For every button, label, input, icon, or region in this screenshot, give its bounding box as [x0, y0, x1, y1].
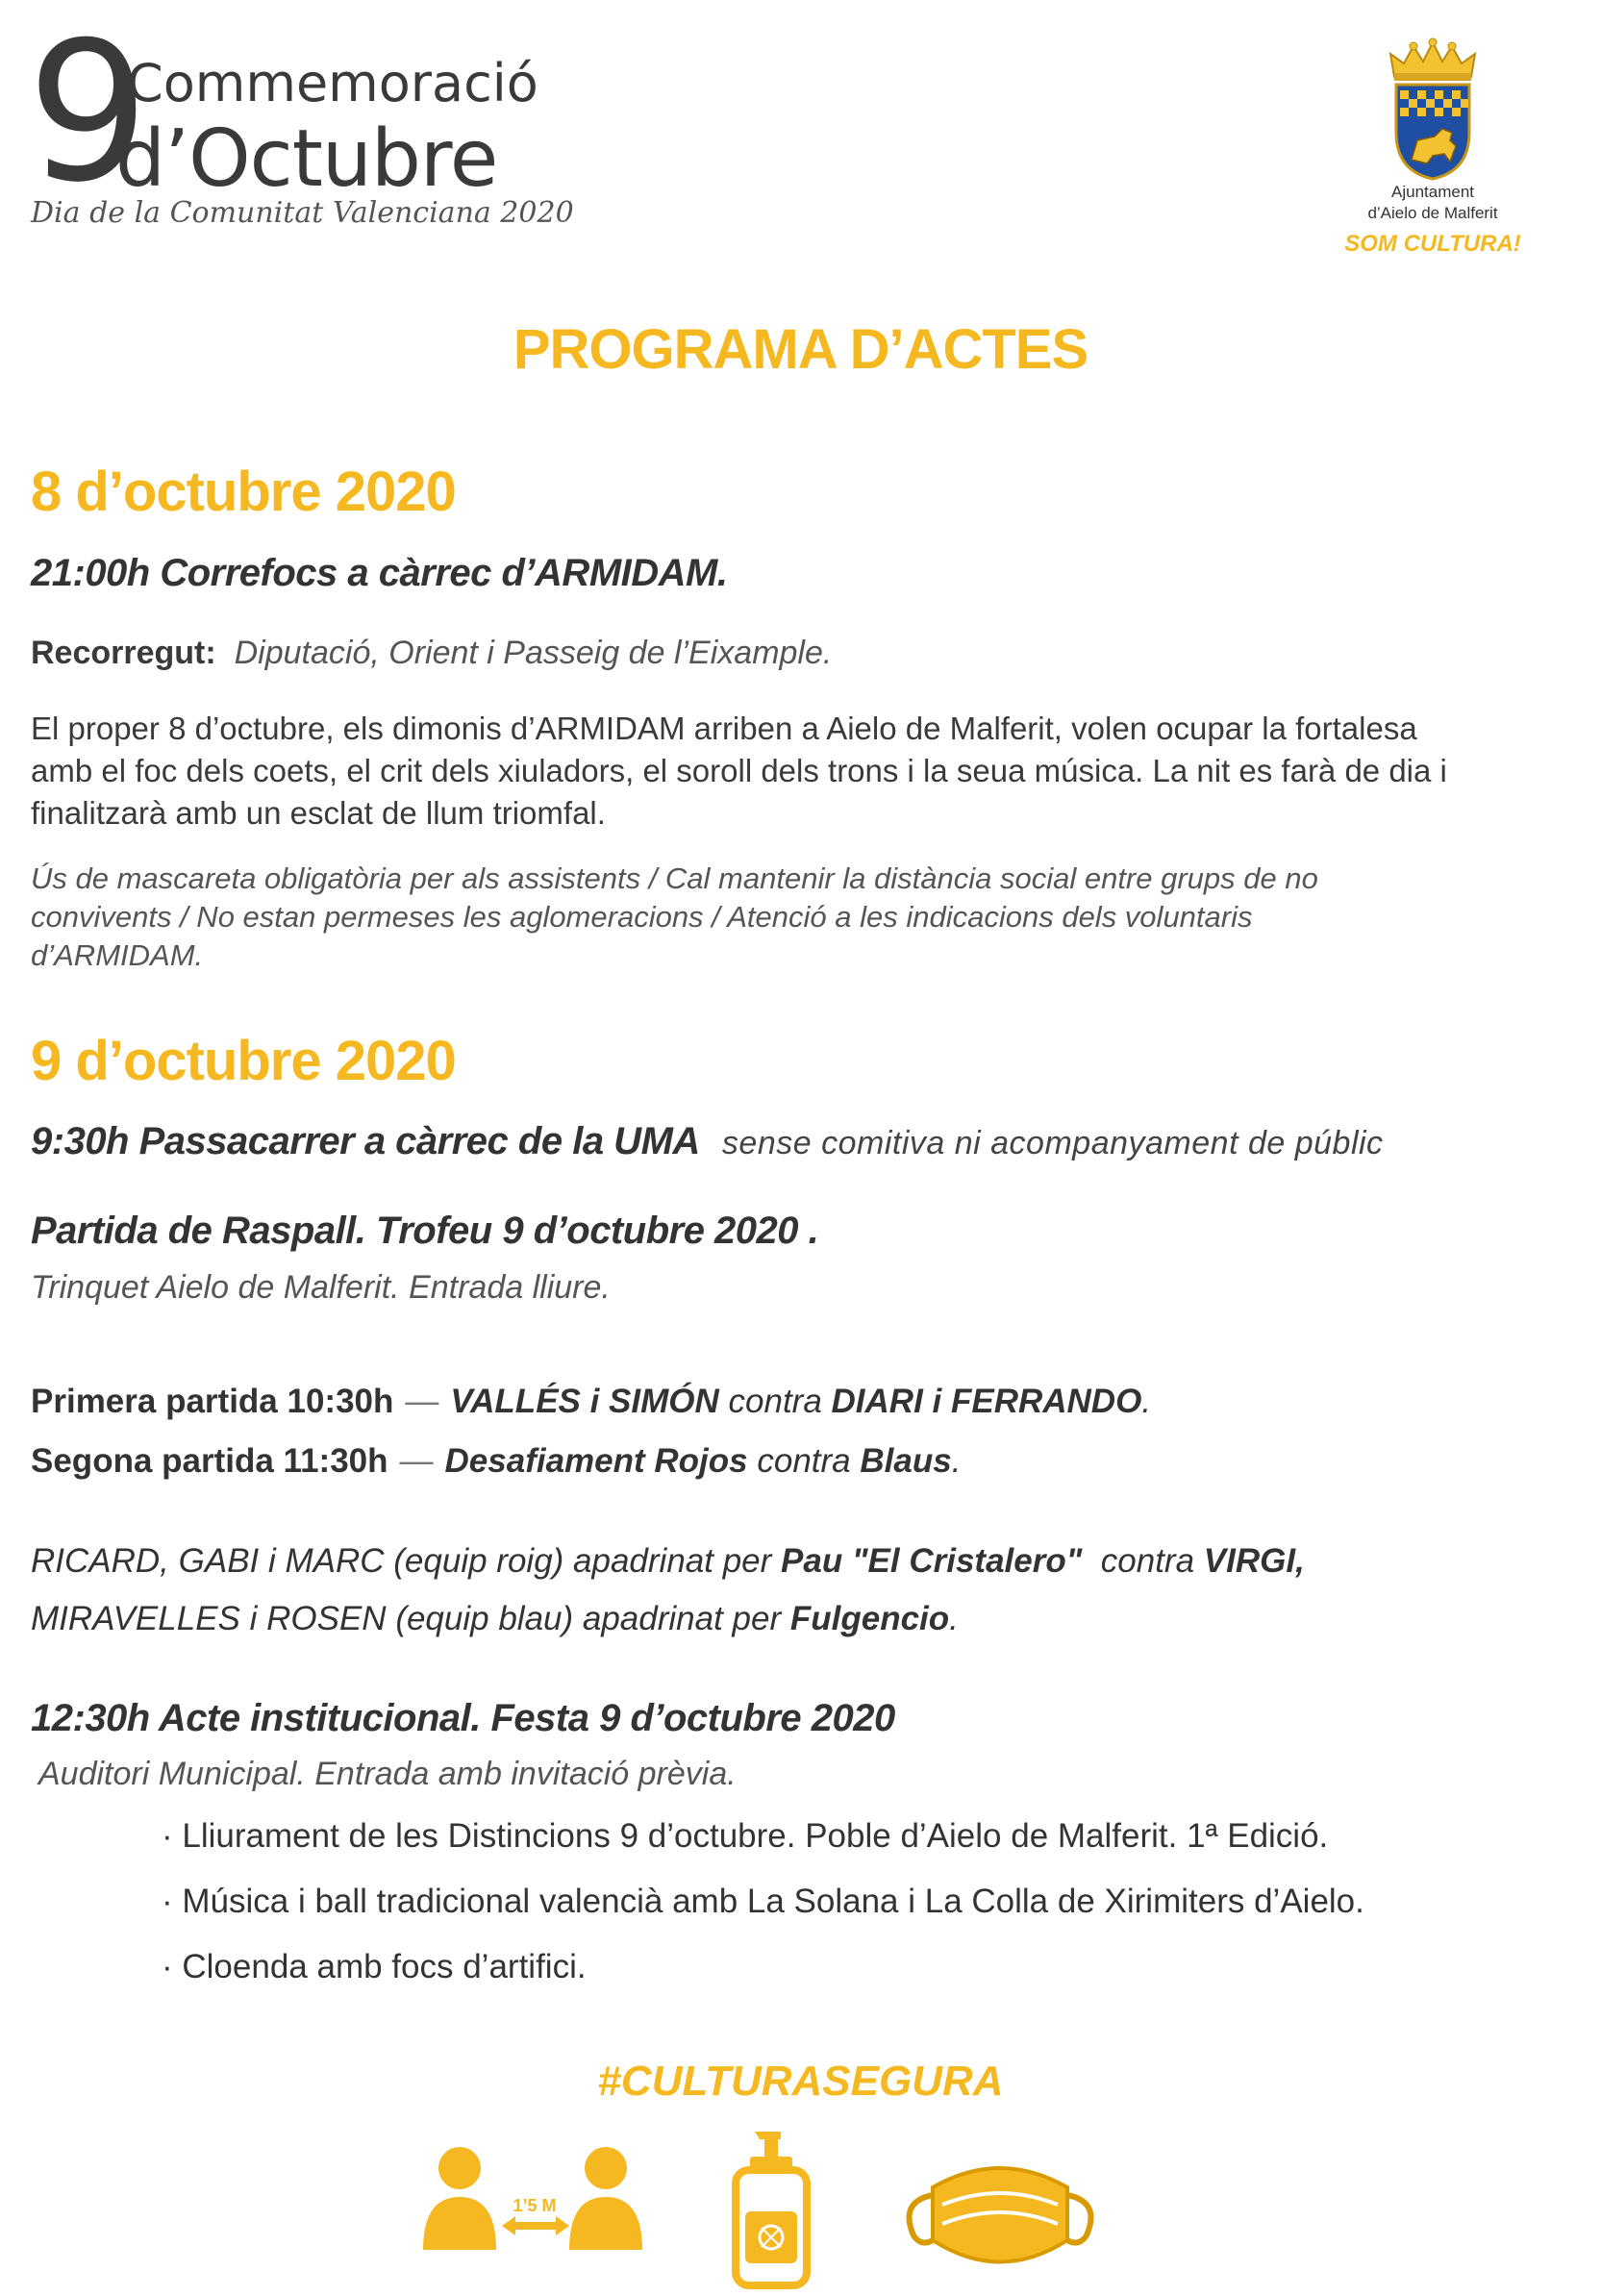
teams-line-1	[31, 1542, 1305, 1581]
match1-end: .	[1141, 1383, 1152, 1420]
description-line: amb el foc dels coets, el crit dels xiuladors, el soroll dels trons i la seua música. La nit es farà de dia i	[31, 753, 1447, 788]
raspall-place: Trinquet Aielo de Malferit. Entrada lliure.	[31, 1269, 611, 1306]
day1-description	[31, 708, 1540, 835]
day1-safety-notes	[31, 860, 1521, 975]
match2-end: .	[951, 1442, 962, 1480]
day1-route	[31, 635, 832, 672]
hashtag: #CULTURASEGURA	[597, 2058, 1004, 2105]
match2-team-a: Desafiament Rojos	[444, 1442, 748, 1480]
act-bullet: · Lliurament de les Distincions 9 d’octubre. Poble d’Aielo de Malferit. 1ª Edició.	[162, 1817, 1329, 1855]
team-red-sponsor: Pau "El Cristalero"	[781, 1542, 1083, 1580]
act-bullet: · Cloenda amb focs d’artifici.	[162, 1948, 587, 1985]
hand-sanitizer-icon	[736, 2132, 807, 2285]
safety-icons	[423, 2120, 1154, 2293]
match2-label: Segona partida 11:30h	[31, 1442, 388, 1480]
day2-date: 9 d’octubre 2020	[31, 1030, 456, 1092]
town-crest-icon	[1385, 37, 1481, 181]
route-label: Recorregut:	[31, 635, 216, 671]
teams-vs: contra	[1100, 1542, 1195, 1580]
note-line: convivents / No estan permeses les aglomeracions / Atenció a les indicacions dels voluntaris	[31, 900, 1253, 934]
team-blue-players: MIRAVELLES i ROSEN	[31, 1600, 387, 1637]
team-blue-sponsor: Fulgencio	[789, 1600, 950, 1637]
description-line: finalitzarà amb un esclat de llum triomfal.	[31, 795, 606, 831]
header-number: 9	[27, 1, 144, 225]
note-line: d’ARMIDAM.	[31, 938, 204, 972]
slogan: SOM CULTURA!	[1344, 231, 1521, 257]
note-line: Ús de mascareta obligatòria per als assistents / Cal mantenir la distància social entre grups de no	[31, 861, 1318, 895]
teams-line-2	[31, 1600, 959, 1638]
teams-line2-end: .	[949, 1600, 959, 1637]
match1-team-a: VALLÉS i SIMÓN	[450, 1383, 719, 1420]
crest-caption-line2: d’Aielo de Malferit	[1367, 204, 1498, 222]
team-blue-sponsor-label: (equip blau) apadrinat per	[395, 1600, 782, 1637]
team-red-players: RICARD, GABI i MARC	[31, 1542, 385, 1580]
parade-line	[31, 1120, 1384, 1163]
parade-title: 9:30h Passacarrer a càrrec de la UMA	[31, 1120, 699, 1162]
act-title: 12:30h Acte institucional. Festa 9 d’octubre 2020	[31, 1697, 895, 1739]
match-2: Segona partida 11:30h — Desafiament Rojos contra Blaus.	[31, 1442, 962, 1480]
parade-note: sense comitiva ni acompanyament de públic	[721, 1125, 1384, 1161]
team-red-sponsor-label: (equip roig) apadrinat per	[393, 1542, 772, 1580]
match2-vs: contra	[757, 1442, 851, 1480]
match-1: Primera partida 10:30h — VALLÉS i SIMÓN contra DIARI i FERRANDO.	[31, 1383, 1152, 1420]
header-subtitle: Dia de la Comunitat Valenciana 2020	[31, 196, 574, 230]
day1-date: 8 d’octubre 2020	[31, 461, 456, 523]
description-line: El proper 8 d’octubre, els dimonis d’ARMIDAM arriben a Aielo de Malferit, volen ocupar la fortalesa	[31, 711, 1417, 746]
header-line2: d’Octubre	[115, 113, 498, 205]
match2-team-b: Blaus	[860, 1442, 952, 1480]
match1-team-b: DIARI i FERRANDO	[831, 1383, 1142, 1420]
match1-label: Primera partida 10:30h	[31, 1383, 394, 1420]
act-bullet: · Música i ball tradicional valencià amb La Solana i La Colla de Xirimiters d’Aielo.	[162, 1883, 1364, 1920]
crest-caption-line1: Ajuntament	[1391, 183, 1474, 201]
act-place: Auditori Municipal. Entrada amb invitació prèvia.	[38, 1756, 737, 1792]
face-mask-icon	[910, 2168, 1091, 2262]
program-title: PROGRAMA D’ACTES	[513, 318, 1088, 381]
raspall-title: Partida de Raspall. Trofeu 9 d’octubre 2020 .	[31, 1210, 819, 1252]
route-value: Diputació, Orient i Passeig de l’Eixample.	[234, 635, 833, 671]
day1-event-title: 21:00h Correfocs a càrrec d’ARMIDAM.	[31, 552, 728, 594]
distance-label: 1’5 M	[513, 2196, 557, 2215]
team-blue-first: VIRGI,	[1203, 1542, 1305, 1580]
header-line1: Commemoració	[127, 53, 538, 113]
match1-vs: contra	[728, 1383, 822, 1420]
